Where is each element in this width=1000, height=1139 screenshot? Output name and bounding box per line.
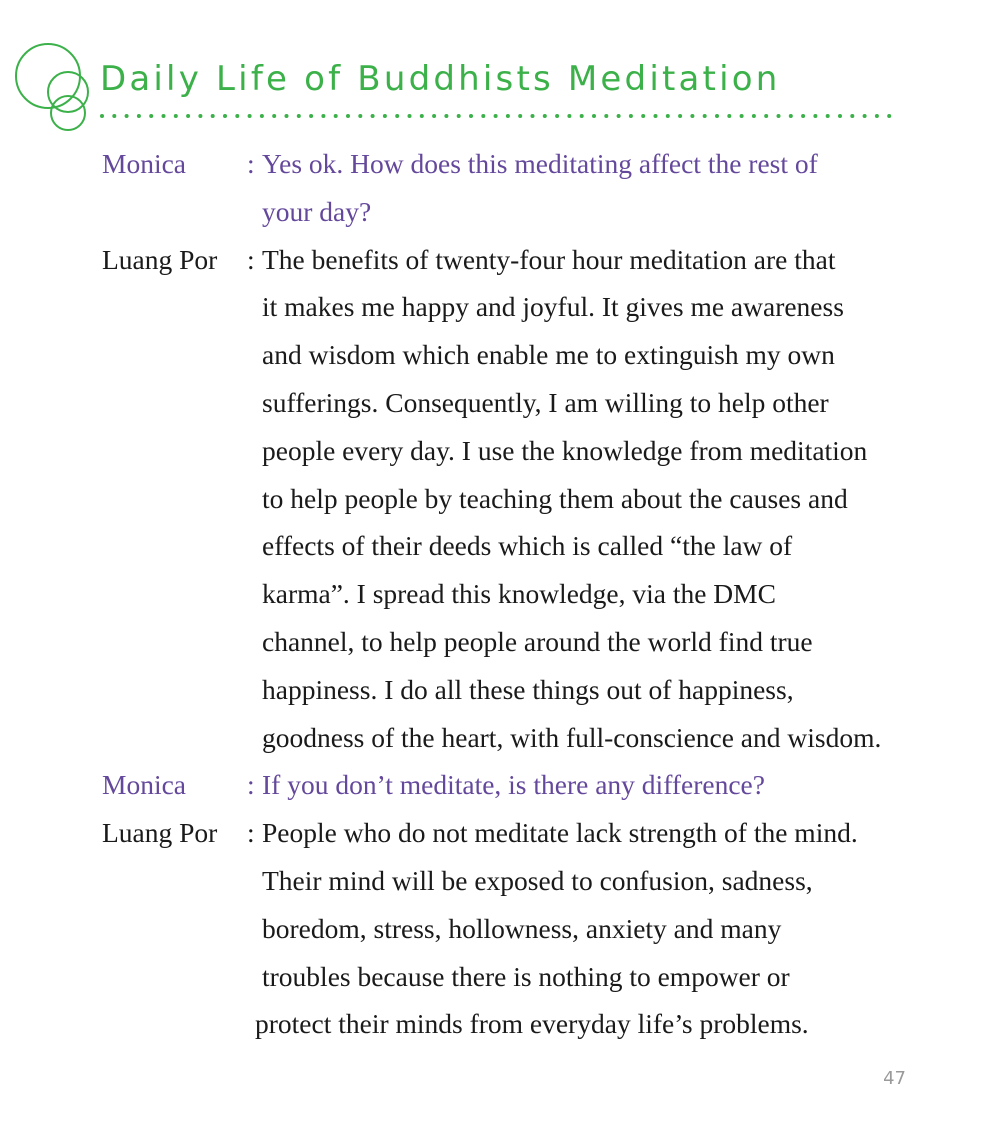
dialogue-line: goodness of the heart, with full-conscience and wisdom. (262, 721, 882, 753)
speaker-colon: : (247, 148, 255, 179)
dialogue-line: Yes ok. How does this meditating affect the rest of (262, 148, 818, 179)
dialogue-line: troubles because there is nothing to empower or (262, 960, 790, 992)
dialogue-line: People who do not meditate lack strength of the mind. (262, 817, 858, 849)
speaker-name: Monica (102, 148, 187, 179)
speaker-name: Luang Por (102, 817, 218, 849)
speaker-name: Monica (102, 769, 187, 801)
dialogue-line: boredom, stress, hollowness, anxiety and many (262, 912, 782, 944)
speaker-name: Luang Por (102, 243, 218, 275)
dialogue-line: your day? (262, 195, 372, 227)
dialogue-line: sufferings. Consequently, I am willing to help other (262, 386, 829, 418)
dialogue-line: protect their minds from everyday life’s problems. (255, 1008, 809, 1040)
dialogue-turn (0, 809, 1000, 1048)
dotted-divider (100, 112, 900, 120)
dialogue-turn (0, 761, 1000, 809)
dialogue-line: effects of their deeds which is called “the law of (262, 530, 793, 562)
dialogue-line: channel, to help people around the world find true (262, 625, 813, 657)
page-number: 47 (883, 1068, 906, 1089)
dialogue-line: it makes me happy and joyful. It gives me awareness (262, 291, 844, 323)
page-title: Daily Life of Buddhists Meditation (100, 59, 781, 99)
dialogue-line: If you don’t meditate, is there any difference? (262, 769, 765, 801)
dialogue (0, 140, 1000, 1048)
speaker-colon: : (247, 817, 255, 849)
dialogue-turn (0, 236, 1000, 762)
dialogue-turn (0, 140, 1000, 236)
dialogue-line: karma”. I spread this knowledge, via the DMC (262, 578, 776, 610)
dialogue-line: Their mind will be exposed to confusion, sadness, (262, 864, 813, 896)
dialogue-line: to help people by teaching them about the causes and (262, 482, 848, 514)
dialogue-line: people every day. I use the knowledge from meditation (262, 434, 868, 466)
dialogue-line: The benefits of twenty-four hour meditation are that (262, 243, 836, 275)
speaker-colon: : (247, 243, 255, 275)
dialogue-line: happiness. I do all these things out of happiness, (262, 673, 794, 705)
speaker-colon: : (247, 769, 255, 801)
circles-logo-icon (12, 40, 112, 135)
dialogue-line: and wisdom which enable me to extinguish my own (262, 339, 835, 371)
